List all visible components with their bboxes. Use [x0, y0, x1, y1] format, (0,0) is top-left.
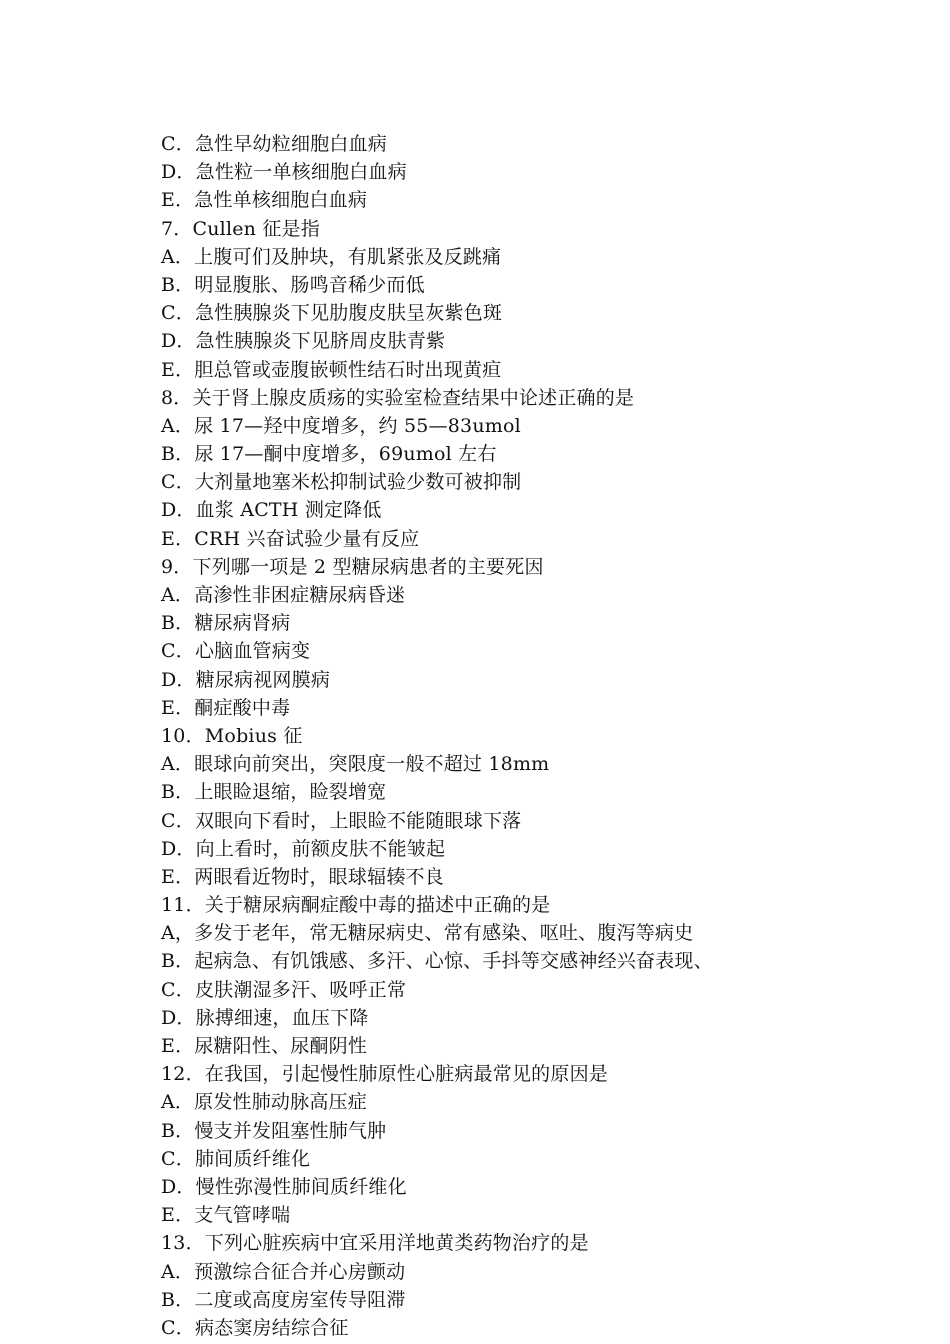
text-line: E．支气管哮喘: [161, 1204, 291, 1227]
text-line: D．脉搏细速，血压下降: [161, 1006, 369, 1029]
question-line: 12．在我国，引起慢性肺原性心脏病最常见的原因是: [161, 1063, 608, 1086]
text-line: B．二度或高度房室传导阻滞: [161, 1288, 406, 1311]
text-line: C．急性早幼粒细胞白血病: [161, 133, 387, 155]
text-line: E．CRH 兴奋试验少量有反应: [161, 527, 420, 550]
text-line: C．肺间质纤维化: [161, 1147, 311, 1170]
text-line: E．两眼看近物时，眼球辐辏不良: [161, 865, 444, 888]
text-line: C．急性胰腺炎下见肋腹皮肤呈灰紫色斑: [161, 302, 503, 325]
text-line: B．慢支并发阻塞性肺气肿: [161, 1119, 387, 1142]
text-line: E．胆总管或壶腹嵌顿性结石时出现黄疸: [161, 358, 502, 381]
text-line: D．慢性弥漫性肺间质纤维化: [161, 1175, 407, 1198]
text-line: A．高渗性非困症糖尿病昏迷: [161, 584, 406, 606]
question-line: 9．下列哪一项是 2 型糖尿病患者的主要死因: [161, 555, 544, 578]
text-line: A，多发于老年，常无糖尿病史、常有感染、呕吐、腹泻等病史: [161, 922, 694, 945]
question-line: 7．Cullen 征是指: [161, 217, 320, 240]
text-line: C．双眼向下看时，上眼睑不能随眼球下落: [161, 809, 522, 832]
text-line: A．预激综合征合并心房颤动: [161, 1260, 406, 1283]
text-line: C．心脑血管病变: [161, 640, 311, 663]
text-line: D．向上看时，前额皮肤不能皱起: [161, 837, 446, 860]
question-line: 8．关于肾上腺皮质疡的实验室检查结果中论述正确的是: [161, 386, 635, 409]
text-line: C．大剂量地塞米松抑制试验少数可被抑制: [161, 471, 522, 494]
text-line: E．急性单核细胞白血病: [161, 189, 368, 212]
text-line: D．血浆 ACTH 测定降低: [161, 499, 382, 522]
text-line: D．糖尿病视网膜病: [161, 668, 331, 691]
text-line: E．酮症酸中毒: [161, 696, 291, 719]
question-line: 11．关于糖尿病酮症酸中毒的描述中正确的是: [161, 894, 551, 917]
question-line: 13．下列心脏疾病中宜采用洋地黄类药物治疗的是: [161, 1232, 589, 1255]
text-line: A．尿 17—羟中度增多，约 55—83umol: [161, 414, 521, 437]
text-line: A．上腹可们及肿块，有肌紧张及反跳痛: [161, 245, 502, 268]
question-text-block: [161, 130, 921, 1342]
text-line: A．原发性肺动脉高压症: [161, 1091, 367, 1114]
text-line: B．起病急、有饥饿感、多汗、心惊、手抖等交感神经兴奋表现、: [161, 950, 713, 973]
text-line: B．明显腹胀、肠鸣音稀少而低: [161, 273, 425, 296]
text-line: B．上眼睑退缩，睑裂增宽: [161, 781, 387, 804]
text-line: D．急性粒一单核细胞白血病: [161, 161, 407, 184]
text-line: C．皮肤潮湿多汗、吸呼正常: [161, 978, 407, 1001]
text-line: B．尿 17—酮中度增多，69umol 左右: [161, 443, 497, 466]
text-line: D．急性胰腺炎下见脐周皮肤青紫: [161, 330, 446, 353]
question-line: 10．Mobius 征: [161, 724, 303, 747]
text-line: C．病态窦房结综合征: [161, 1316, 349, 1339]
text-line: A．眼球向前突出，突限度一般不超过 18mm: [161, 753, 550, 776]
text-line: E．尿糖阳性、尿酮阴性: [161, 1035, 368, 1057]
text-line: B．糖尿病肾病: [161, 612, 291, 635]
